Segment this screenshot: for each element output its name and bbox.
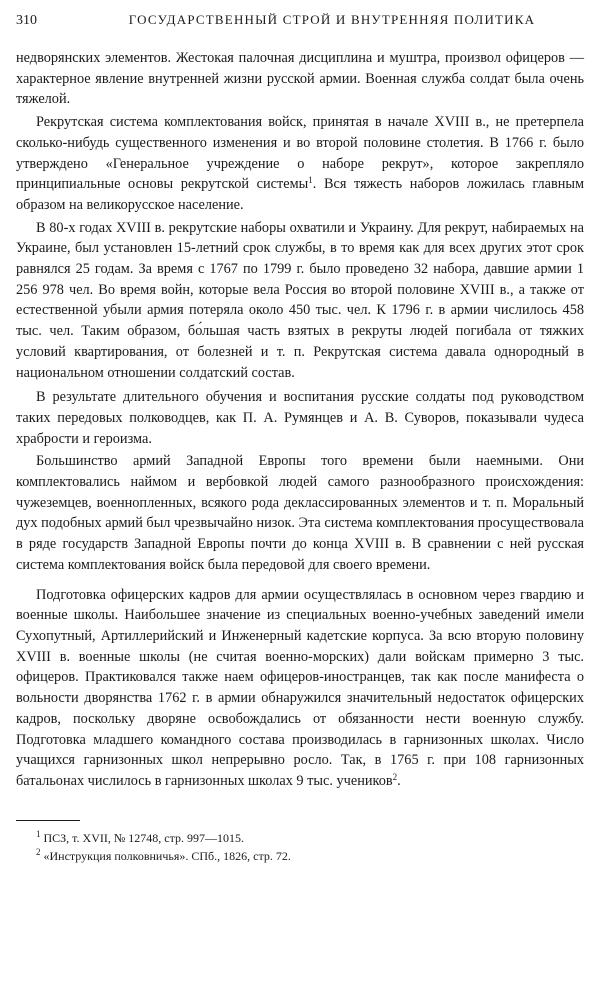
main-text: [16, 48, 584, 792]
paragraph-text: Рекрутская система комплектования войск, принятая в начале XVIII в., не претерпела сколько-нибудь существенного изменения и во второй половине столетия. В 1766 г. было утверждено «Генеральное учреждение о наборе рекрут», которое закрепляло принципиальные основы рекрутской системы: [16, 114, 584, 193]
paragraph: [16, 585, 584, 792]
footnote-number: 1: [36, 828, 41, 839]
footnote-ref: 2: [392, 771, 398, 782]
paragraph-text: . Вся тяжесть наборов ложилась главным образом на великорусское население.: [16, 176, 584, 213]
book-page: [16, 12, 584, 865]
page-number: 310: [16, 13, 37, 28]
footnote-number: 2: [36, 846, 41, 857]
paragraph-text: Подготовка офицерских кадров для армии осуществлялась в основном через гвардию и военные школы. Наибольшее значение из специальных военно-учебных заведений имели Сухопутный, Артиллерийский и Инженерный кадетские корпуса. За всю вторую половину XVIII в. военные школы (не считая военно-морских) дали войскам примерно 3 тыс. офицеров. Практиковался также наем офицеров-иностранцев, так как после манифеста о вольности дворянства 1762 г. в армии обнаружился значительный недостаток офицерских кадров, поскольку дворяне освобождались от обязанности нести военную службу. Подготовка младшего командного состава производилась в гарнизонных школах. Число учащихся гарнизонных школ непрерывно росло. Так, в 1765 г. при 108 гарнизонных батальонах числилось в гарнизонных школах 9 тыс. учеников: [16, 586, 584, 789]
paragraph: [16, 387, 584, 449]
footnote-text: ПСЗ, т. XVII, № 12748, стр. 997—1015.: [43, 830, 245, 845]
paragraph-text: В результате длительного обучения и воспитания русские солдаты под руководством таких передовых полководцев, как П. А. Румянцев и А. В. Суворов, показывали чудеса храбрости и героизма.: [16, 389, 584, 447]
running-title: ГОСУДАРСТВЕННЫЙ СТРОЙ И ВНУТРЕННЯЯ ПОЛИТИКА: [128, 12, 536, 27]
paragraph: [16, 112, 584, 216]
footnote-ref: 1: [308, 175, 313, 186]
paragraph-text: .: [397, 772, 401, 789]
page-header: [16, 12, 584, 34]
footnote-divider: [16, 820, 80, 821]
footnote: [16, 829, 584, 847]
footnote: [16, 847, 584, 865]
paragraph: [16, 451, 584, 575]
paragraph: [16, 48, 584, 110]
paragraph: [16, 218, 584, 384]
footnote-text: «Инструкция полковничья». СПб., 1826, стр. 72.: [43, 848, 291, 863]
paragraph-text: Большинство армий Западной Европы того времени были наемными. Они комплектовались наймом и вербовкой людей самого разнообразного происхождения: чужеземцев, военнопленных, всякого рода деклассированных элементов и т. п. Моральный дух подобных армий был чрезвычайно низок. Эта система комплектования просуществовала в ряде государств Западной Европы почти до конца XVIII в. В сравнении с ней русская система комплектования войск была передовой для своего времени.: [16, 453, 584, 573]
paragraph-text: В 80-х годах XVIII в. рекрутские наборы охватили и Украину. Для рекрут, набираемых на Украине, был установлен 15-летний срок службы, в то время как для всех других этот срок равнялся 25 годам. За время с 1767 по 1799 г. было проведено 32 набора, давшие армии 1 256 978 чел. Во время войн, которые вела Россия во второй половине XVIII в., а также от естественной убыли армия потеряла около 450 тыс. чел. К 1796 г. в армии числилось 458 тыс. чел. Таким образом, бо́льшая часть взятых в рекруты людей погибала от тяжких условий квартирования, от болезней и т. п. Рекрутская система давала однородный в национальном отношении солдатский состав.: [16, 219, 584, 381]
paragraph-text: недворянских элементов. Жестокая палочная дисциплина и муштра, произвол офицеров — характерное явление внутренней жизни русской армии. Военная служба солдат была очень тяжелой.: [16, 50, 584, 108]
